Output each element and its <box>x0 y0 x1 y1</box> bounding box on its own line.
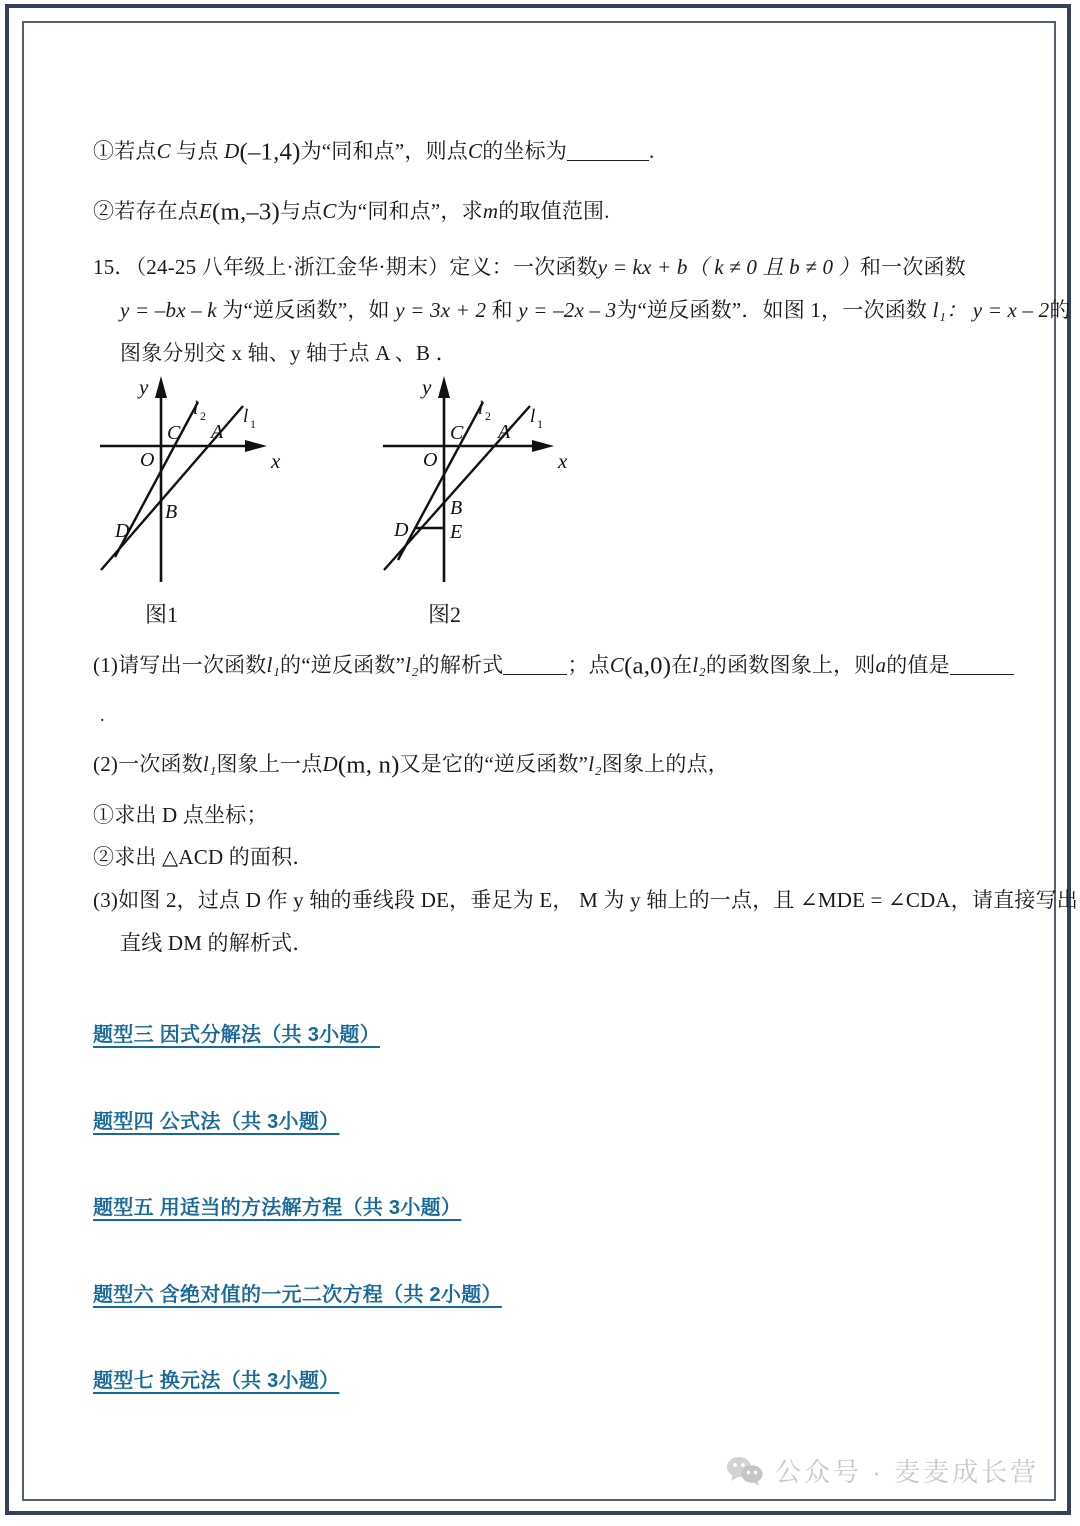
wechat-icon <box>726 1455 764 1487</box>
item-1-text-d: 的坐标为 <box>482 139 568 163</box>
question-15-line-3 <box>120 338 457 368</box>
item-1-text-b: 与点 <box>176 139 219 163</box>
item-2-coord-e: (m,–3) <box>212 198 280 226</box>
svg-text:l: l <box>193 398 199 419</box>
part-1-l2: l₂ <box>405 653 419 677</box>
section-heading-5[interactable]: 题型五 用适当的方法解方程（共 3小题） <box>93 1197 462 1219</box>
item-1-text-a: 若点 <box>114 139 157 163</box>
question-15-line-2 <box>120 295 1071 325</box>
question-15-formula-1: y = kx + b <box>597 255 688 279</box>
svg-text:y: y <box>139 375 149 399</box>
part-2-text-c: 又是它的“逆反函数” <box>399 752 589 776</box>
item-1-var-c: C <box>156 139 171 163</box>
svg-text:2: 2 <box>200 409 206 423</box>
part-2-text-b: 图象上一点 <box>216 752 323 776</box>
part-3-line-1-text: 如图 2，过点 D 作 y 轴的垂线段 DE，垂足为 E， M 为 y 轴上的一点，且 ∠MDE = ∠CDA，请直接写出 <box>118 888 1078 912</box>
question-15-line1-b: 和一次函数 <box>859 255 966 279</box>
part-1-text-c: 的解析式 <box>418 653 504 677</box>
part-2-sub-2: ②求出 △ACD 的面积． <box>93 845 314 869</box>
part-1-coord-c: (a,0) <box>624 652 672 680</box>
item-2-text-c: 为“同和点”，求 <box>336 199 483 223</box>
item-2-var-m: m <box>482 199 499 223</box>
svg-text:B: B <box>450 497 463 519</box>
item-2-var-e: E <box>199 199 213 223</box>
part-1-text-f: 的函数图象上，则 <box>705 653 876 677</box>
part-1-text-b: 的“逆反函数” <box>280 653 406 677</box>
question-15-condition: （ k ≠ 0 且 b ≠ 0 ） <box>687 255 860 279</box>
svg-text:O: O <box>423 449 438 471</box>
section-heading-3[interactable]: 题型三 因式分解法（共 3小题） <box>93 1024 381 1046</box>
svg-text:l: l <box>478 398 484 419</box>
question-part-2 <box>93 749 729 780</box>
footer-watermark-text: 公众号 · 麦麦成长营 <box>775 1457 1040 1487</box>
question-15-source: （24-25 八年级上·浙江金华·期末） <box>135 255 450 279</box>
svg-text:O: O <box>140 449 155 471</box>
svg-text:1: 1 <box>537 417 543 431</box>
question-15-line-1 <box>93 252 966 282</box>
section-heading-4[interactable]: 题型四 公式法（共 3小题） <box>93 1111 340 1133</box>
item-2-text-a: 若存在点 <box>114 199 200 223</box>
question-item-1 <box>93 136 655 167</box>
question-15-example-2: y = –2x – 3 <box>518 298 617 322</box>
question-15-line2-and: 和 <box>491 298 513 322</box>
svg-text:2: 2 <box>485 409 491 423</box>
part-2-label: (2) <box>93 752 119 776</box>
part-2-sub-1: ①求出 D 点坐标； <box>93 803 268 827</box>
part-2-l1: l₁ <box>202 752 217 776</box>
figure-2-svg <box>378 372 668 602</box>
svg-text:B: B <box>165 501 178 523</box>
part-1-l1: l₁ <box>266 653 281 677</box>
item-1-var-c2: C <box>468 139 483 163</box>
question-15-l1-label: l₁： <box>932 298 968 322</box>
section-heading-6[interactable]: 题型六 含绝对值的一元二次方程（共 2小题） <box>93 1284 502 1306</box>
question-part-3-line-2: 直线 DM 的解析式． <box>120 931 314 955</box>
part-1-tail: . <box>100 705 105 725</box>
svg-text:D: D <box>394 519 409 541</box>
svg-text:x: x <box>558 449 568 473</box>
part-1-var-c: C <box>609 653 625 677</box>
svg-text:E: E <box>450 521 463 543</box>
svg-text:l: l <box>530 406 536 427</box>
svg-text:D: D <box>115 520 130 542</box>
figure-2-caption: 图2 <box>428 602 462 627</box>
part-1-text-a: 请写出一次函数 <box>118 653 267 677</box>
question-15-equation: y = x – 2 <box>972 298 1050 322</box>
part-2-var-d: D <box>322 752 338 776</box>
svg-text:y: y <box>422 375 432 399</box>
question-15-formula-2: y = –bx – k <box>120 298 217 322</box>
question-15-line2-c: 的 <box>1049 298 1071 322</box>
part-1-var-a: a <box>875 653 887 677</box>
question-item-2 <box>93 196 610 227</box>
item-2-text-b: 与点 <box>279 199 323 223</box>
item-1-var-d: D <box>224 139 240 163</box>
item-1-tail: . <box>649 139 655 163</box>
svg-text:x: x <box>271 449 281 473</box>
question-part-1 <box>93 650 1014 681</box>
item-1-answer-blank[interactable] <box>567 160 649 161</box>
question-part-3-line-1 <box>93 885 1078 915</box>
part-2-text-a: 一次函数 <box>118 752 203 776</box>
figure-1 <box>95 372 385 607</box>
question-15-example-1: y = 3x + 2 <box>395 298 487 322</box>
svg-text:A: A <box>211 421 224 443</box>
question-15-line1-a: 定义：一次函数 <box>449 255 598 279</box>
question-15-line2-b: 为“逆反函数”．如图 1，一次函数 <box>616 298 928 322</box>
part-3-label: (3) <box>93 888 119 912</box>
question-15-line2-a: 为“逆反函数”，如 <box>222 298 390 322</box>
part-1-l2b: l₂ <box>692 653 706 677</box>
item-2-var-c: C <box>322 199 337 223</box>
footer-watermark <box>726 1452 1039 1489</box>
item-1-text-c: 为“同和点”，则点 <box>300 139 469 163</box>
part-1-text-e: 在 <box>671 653 693 677</box>
svg-text:l: l <box>243 406 249 427</box>
part-1-label: (1) <box>93 653 119 677</box>
section-heading-7[interactable]: 题型七 换元法（共 3小题） <box>93 1370 340 1392</box>
question-15-number: 15． <box>93 255 136 279</box>
svg-text:C: C <box>167 422 181 444</box>
item-1-coord-d: (–1,4) <box>239 138 301 166</box>
figure-2 <box>378 372 668 607</box>
part-2-text-d: 图象上的点， <box>601 752 729 776</box>
part-1-answer-blank-1[interactable] <box>503 674 567 675</box>
question-15-line3-text: 图象分别交 x 轴、y 轴于点 A 、B ． <box>120 341 457 365</box>
item-1-label: ① <box>93 139 115 163</box>
svg-text:1: 1 <box>250 417 256 431</box>
figure-1-svg <box>95 372 385 602</box>
part-1-answer-blank-2[interactable] <box>950 674 1014 675</box>
part-2-coord-d: (m, n) <box>337 751 400 779</box>
item-2-text-d: 的取值范围. <box>498 199 610 223</box>
figure-1-caption: 图1 <box>145 602 179 627</box>
item-2-label: ② <box>93 199 115 223</box>
svg-text:C: C <box>450 422 464 444</box>
part-1-text-d: ；点 <box>567 653 610 677</box>
svg-text:A: A <box>498 421 511 443</box>
part-2-l2: l₂ <box>588 752 602 776</box>
part-1-text-g: 的值是 <box>886 653 950 677</box>
